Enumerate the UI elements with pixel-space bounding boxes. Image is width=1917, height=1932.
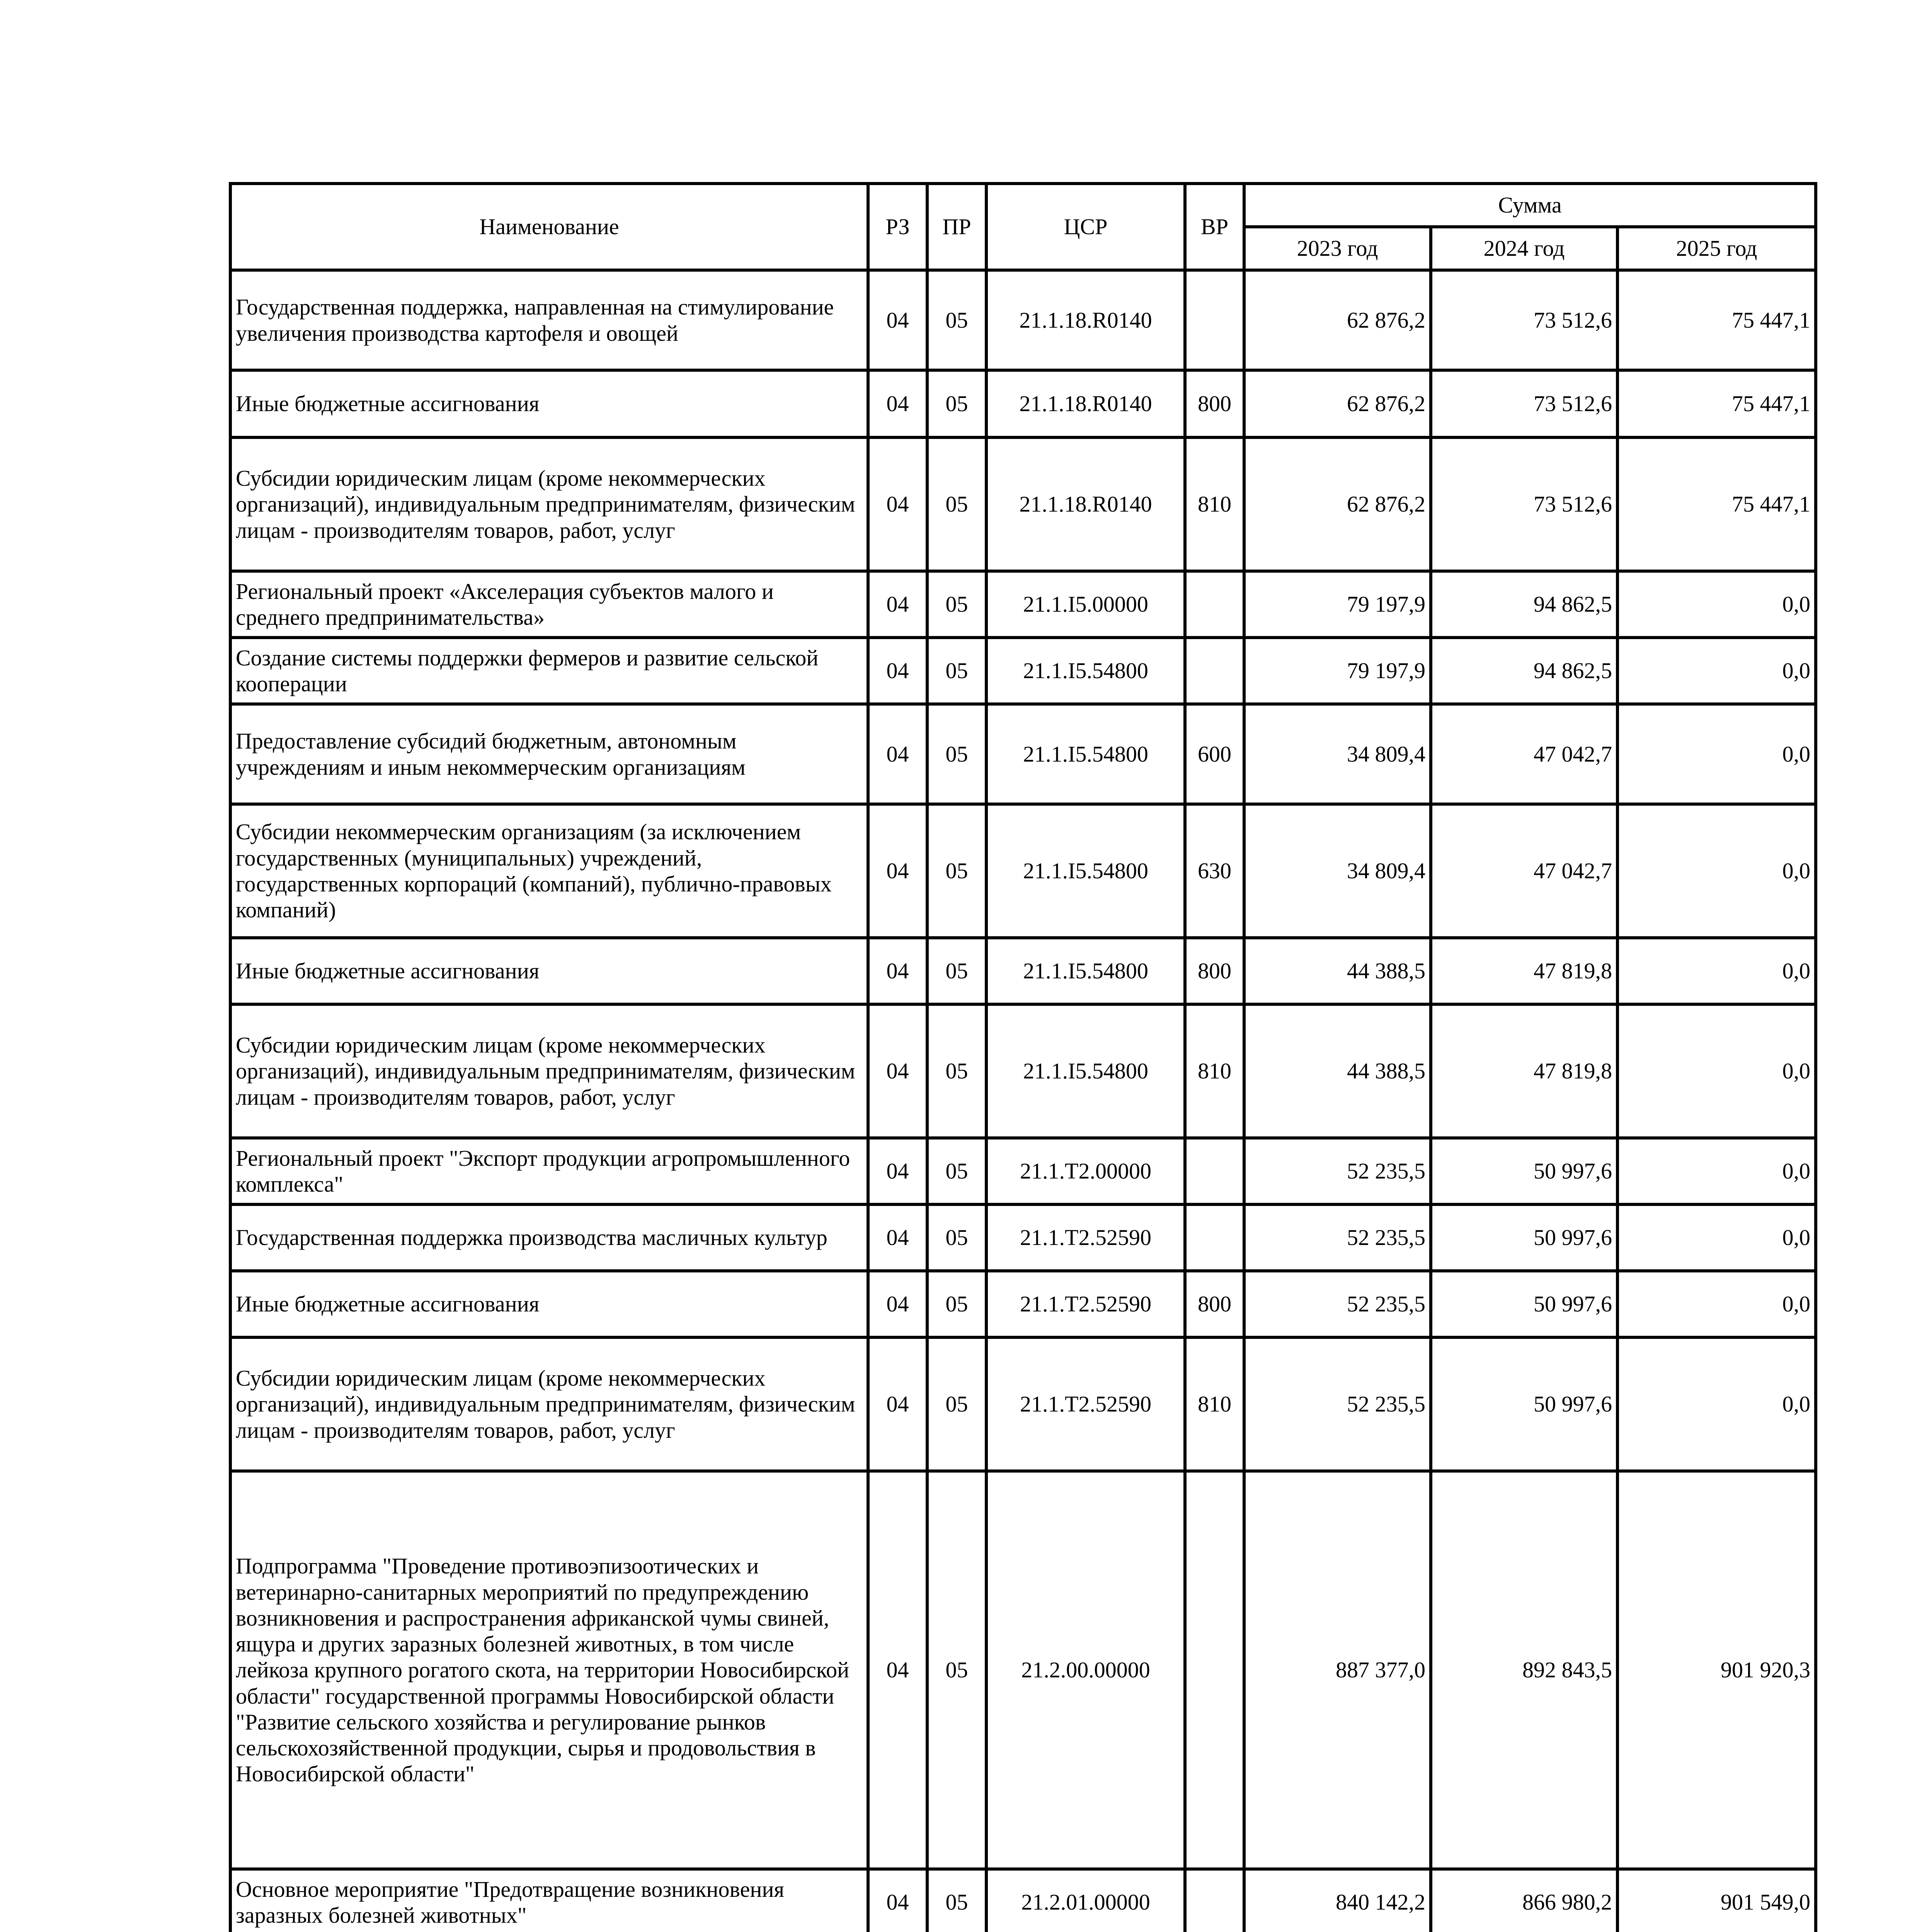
- cell-2025: 0,0: [1617, 1138, 1816, 1204]
- table-row: [230, 1471, 1816, 1869]
- table-row: [230, 437, 1816, 571]
- cell-2023: 52 235,5: [1244, 1337, 1431, 1471]
- header-sum: Сумма: [1244, 184, 1816, 227]
- cell-2023: 52 235,5: [1244, 1271, 1431, 1337]
- cell-2025: 75 447,1: [1617, 370, 1816, 437]
- cell-vr: 800: [1185, 1271, 1244, 1337]
- cell-2025: 0,0: [1617, 704, 1816, 804]
- cell-2023: 887 377,0: [1244, 1471, 1431, 1869]
- cell-2023: 34 809,4: [1244, 704, 1431, 804]
- cell-pr: 05: [927, 270, 986, 370]
- cell-pr: 05: [927, 571, 986, 638]
- cell-2024: 94 862,5: [1431, 638, 1617, 704]
- cell-csr: 21.2.00.00000: [986, 1471, 1185, 1869]
- cell-pr: 05: [927, 1337, 986, 1471]
- cell-2023: 62 876,2: [1244, 370, 1431, 437]
- cell-rz: 04: [868, 1471, 927, 1869]
- table-row: [230, 938, 1816, 1004]
- cell-name: Субсидии юридическим лицам (кроме некоммерческих организаций), индивидуальным предпринимателям, физическим лицам - производителям товаров, работ, услуг: [230, 1004, 868, 1138]
- cell-csr: 21.1.I5.54800: [986, 938, 1185, 1004]
- cell-vr: 800: [1185, 370, 1244, 437]
- cell-vr: [1185, 1869, 1244, 1932]
- header-name: Наименование: [230, 184, 868, 270]
- cell-2025: 0,0: [1617, 1271, 1816, 1337]
- cell-2023: 62 876,2: [1244, 437, 1431, 571]
- cell-csr: 21.1.I5.54800: [986, 638, 1185, 704]
- cell-name: Основное мероприятие "Предотвращение возникновения заразных болезней животных": [230, 1869, 868, 1932]
- header-vr: ВР: [1185, 184, 1244, 270]
- table-row: [230, 1004, 1816, 1138]
- cell-rz: 04: [868, 638, 927, 704]
- cell-name: Создание системы поддержки фермеров и развитие сельской кооперации: [230, 638, 868, 704]
- header-2023: 2023 год: [1244, 227, 1431, 270]
- cell-2025: 75 447,1: [1617, 270, 1816, 370]
- cell-vr: [1185, 571, 1244, 638]
- table-row: [230, 1337, 1816, 1471]
- cell-2024: 47 042,7: [1431, 804, 1617, 938]
- cell-2024: 47 042,7: [1431, 704, 1617, 804]
- cell-name: Иные бюджетные ассигнования: [230, 370, 868, 437]
- cell-2025: 0,0: [1617, 1004, 1816, 1138]
- cell-rz: 04: [868, 704, 927, 804]
- header-pr: ПР: [927, 184, 986, 270]
- cell-rz: 04: [868, 370, 927, 437]
- cell-2024: 47 819,8: [1431, 1004, 1617, 1138]
- cell-vr: [1185, 638, 1244, 704]
- cell-name: Предоставление субсидий бюджетным, автономным учреждениям и иным некоммерческим организациям: [230, 704, 868, 804]
- cell-name: Иные бюджетные ассигнования: [230, 938, 868, 1004]
- cell-2025: 0,0: [1617, 938, 1816, 1004]
- table-row: [230, 1138, 1816, 1204]
- cell-pr: 05: [927, 370, 986, 437]
- cell-2023: 840 142,2: [1244, 1869, 1431, 1932]
- cell-2023: 34 809,4: [1244, 804, 1431, 938]
- table-row: [230, 270, 1816, 370]
- header-rz: РЗ: [868, 184, 927, 270]
- cell-2024: 47 819,8: [1431, 938, 1617, 1004]
- cell-2025: 0,0: [1617, 1337, 1816, 1471]
- table-row: [230, 1204, 1816, 1271]
- cell-2025: 0,0: [1617, 571, 1816, 638]
- cell-csr: 21.1.T2.52590: [986, 1204, 1185, 1271]
- cell-pr: 05: [927, 1004, 986, 1138]
- cell-rz: 04: [868, 571, 927, 638]
- cell-2023: 52 235,5: [1244, 1138, 1431, 1204]
- cell-vr: 600: [1185, 704, 1244, 804]
- cell-pr: 05: [927, 1138, 986, 1204]
- cell-pr: 05: [927, 1271, 986, 1337]
- cell-2023: 52 235,5: [1244, 1204, 1431, 1271]
- cell-csr: 21.1.T2.52590: [986, 1337, 1185, 1471]
- cell-vr: [1185, 270, 1244, 370]
- cell-pr: 05: [927, 437, 986, 571]
- cell-vr: [1185, 1204, 1244, 1271]
- cell-2023: 62 876,2: [1244, 270, 1431, 370]
- cell-csr: 21.2.01.00000: [986, 1869, 1185, 1932]
- cell-2024: 73 512,6: [1431, 437, 1617, 571]
- cell-vr: [1185, 1138, 1244, 1204]
- table-row: [230, 704, 1816, 804]
- cell-rz: 04: [868, 437, 927, 571]
- cell-rz: 04: [868, 938, 927, 1004]
- cell-2024: 892 843,5: [1431, 1471, 1617, 1869]
- cell-vr: 810: [1185, 1004, 1244, 1138]
- table-row: [230, 638, 1816, 704]
- cell-2024: 73 512,6: [1431, 370, 1617, 437]
- cell-name: Государственная поддержка, направленная на стимулирование увеличения производства картофеля и овощей: [230, 270, 868, 370]
- cell-csr: 21.1.18.R0140: [986, 437, 1185, 571]
- cell-2024: 73 512,6: [1431, 270, 1617, 370]
- cell-2023: 79 197,9: [1244, 638, 1431, 704]
- cell-2024: 94 862,5: [1431, 571, 1617, 638]
- cell-csr: 21.1.I5.00000: [986, 571, 1185, 638]
- cell-rz: 04: [868, 1204, 927, 1271]
- header-2025: 2025 год: [1617, 227, 1816, 270]
- cell-pr: 05: [927, 1204, 986, 1271]
- cell-2024: 50 997,6: [1431, 1271, 1617, 1337]
- cell-csr: 21.1.18.R0140: [986, 370, 1185, 437]
- cell-pr: 05: [927, 638, 986, 704]
- cell-csr: 21.1.I5.54800: [986, 1004, 1185, 1138]
- cell-rz: 04: [868, 1004, 927, 1138]
- table-row: [230, 1271, 1816, 1337]
- cell-2023: 79 197,9: [1244, 571, 1431, 638]
- cell-name: Субсидии некоммерческим организациям (за исключением государственных (муниципальных) учреждений, государственных корпораций (компаний), публично-правовых компаний): [230, 804, 868, 938]
- cell-vr: 630: [1185, 804, 1244, 938]
- cell-vr: 810: [1185, 437, 1244, 571]
- cell-csr: 21.1.18.R0140: [986, 270, 1185, 370]
- cell-2025: 0,0: [1617, 1204, 1816, 1271]
- cell-name: Иные бюджетные ассигнования: [230, 1271, 868, 1337]
- cell-vr: [1185, 1471, 1244, 1869]
- cell-2024: 866 980,2: [1431, 1869, 1617, 1932]
- table-row: [230, 571, 1816, 638]
- cell-2024: 50 997,6: [1431, 1204, 1617, 1271]
- cell-2025: 75 447,1: [1617, 437, 1816, 571]
- budget-table: [229, 182, 1817, 1932]
- cell-rz: 04: [868, 270, 927, 370]
- cell-2023: 44 388,5: [1244, 1004, 1431, 1138]
- cell-csr: 21.1.T2.52590: [986, 1271, 1185, 1337]
- cell-2025: 901 549,0: [1617, 1869, 1816, 1932]
- cell-vr: 810: [1185, 1337, 1244, 1471]
- cell-name: Субсидии юридическим лицам (кроме некоммерческих организаций), индивидуальным предпринимателям, физическим лицам - производителям товаров, работ, услуг: [230, 1337, 868, 1471]
- cell-pr: 05: [927, 938, 986, 1004]
- cell-pr: 05: [927, 704, 986, 804]
- cell-csr: 21.1.I5.54800: [986, 704, 1185, 804]
- cell-rz: 04: [868, 1271, 927, 1337]
- cell-name: Региональный проект "Экспорт продукции агропромышленного комплекса": [230, 1138, 868, 1204]
- cell-rz: 04: [868, 1337, 927, 1471]
- cell-csr: 21.1.I5.54800: [986, 804, 1185, 938]
- cell-2023: 44 388,5: [1244, 938, 1431, 1004]
- cell-name: Субсидии юридическим лицам (кроме некоммерческих организаций), индивидуальным предпринимателям, физическим лицам - производителям товаров, работ, услуг: [230, 437, 868, 571]
- cell-csr: 21.1.T2.00000: [986, 1138, 1185, 1204]
- header-csr: ЦСР: [986, 184, 1185, 270]
- cell-name: Региональный проект «Акселерация субъектов малого и среднего предпринимательства»: [230, 571, 868, 638]
- cell-2025: 0,0: [1617, 638, 1816, 704]
- cell-rz: 04: [868, 1869, 927, 1932]
- table-row: [230, 370, 1816, 437]
- cell-pr: 05: [927, 1471, 986, 1869]
- table-row: [230, 804, 1816, 938]
- table-body: [230, 270, 1816, 1932]
- cell-name: Государственная поддержка производства масличных культур: [230, 1204, 868, 1271]
- cell-2025: 901 920,3: [1617, 1471, 1816, 1869]
- cell-rz: 04: [868, 1138, 927, 1204]
- cell-2024: 50 997,6: [1431, 1337, 1617, 1471]
- cell-2025: 0,0: [1617, 804, 1816, 938]
- cell-2024: 50 997,6: [1431, 1138, 1617, 1204]
- cell-rz: 04: [868, 804, 927, 938]
- table-row: [230, 1869, 1816, 1932]
- cell-pr: 05: [927, 804, 986, 938]
- cell-vr: 800: [1185, 938, 1244, 1004]
- cell-pr: 05: [927, 1869, 986, 1932]
- cell-name: Подпрограмма "Проведение противоэпизоотических и ветеринарно-санитарных мероприятий по предупреждению возникновения и распространения африканской чумы свиней, ящура и других заразных болезней животных, в том числе лейкоза крупного рогатого скота, на территории Новосибирской области" государственной программы Новосибирской области "Развитие сельского хозяйства и регулирование рынков сельскохозяйственной продукции, сырья и продовольствия в Новосибирской области": [230, 1471, 868, 1869]
- header-2024: 2024 год: [1431, 227, 1617, 270]
